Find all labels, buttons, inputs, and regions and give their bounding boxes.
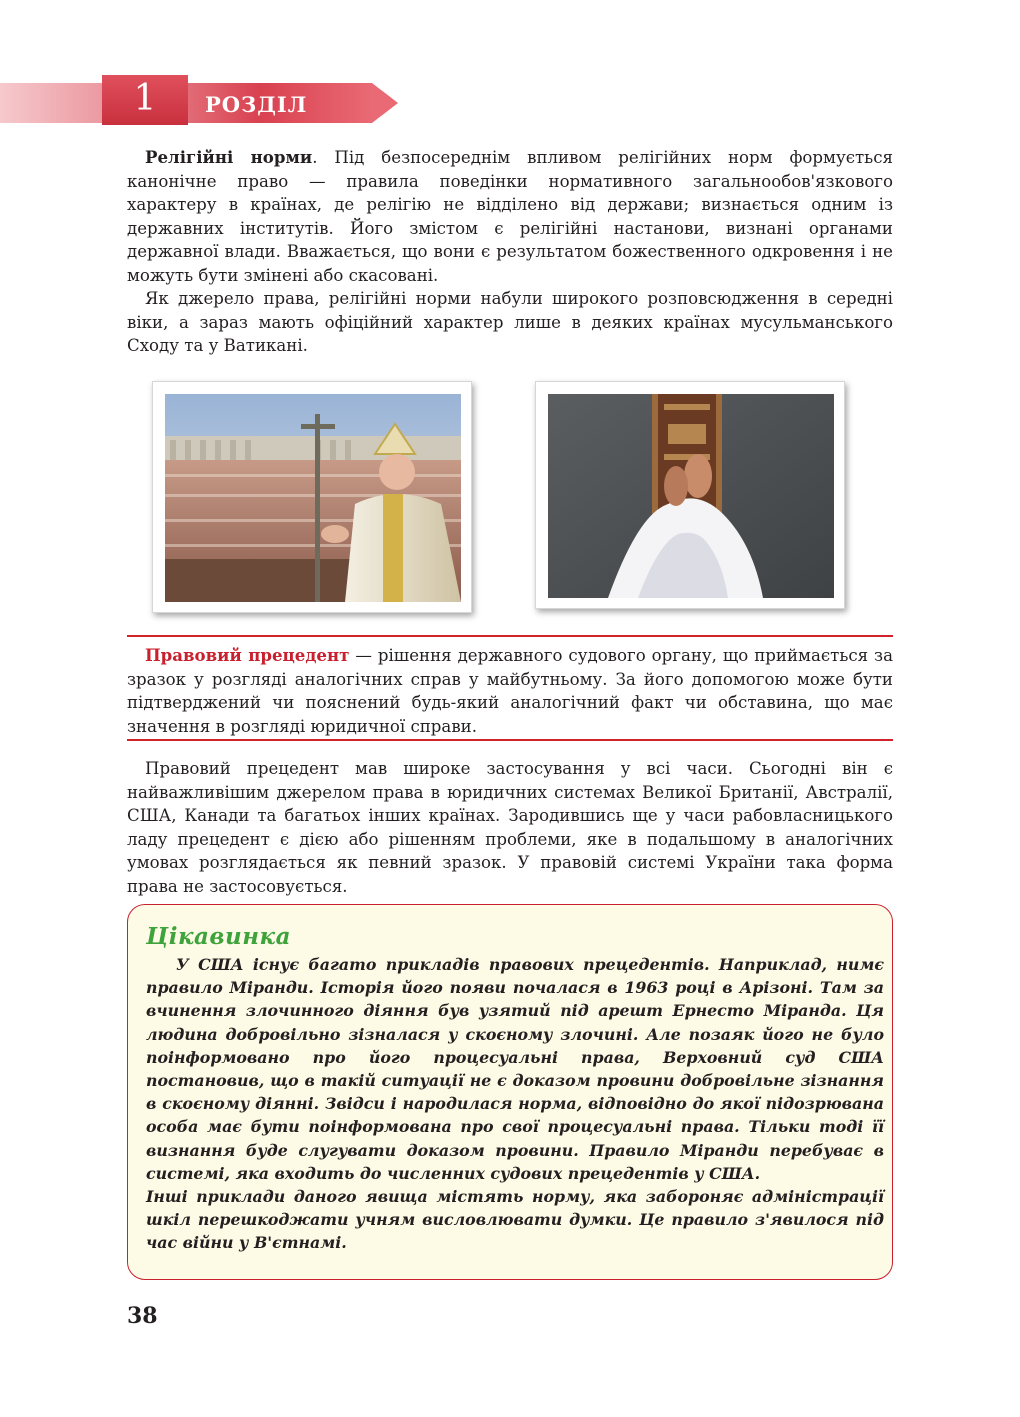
definition-bottom-rule [127,739,893,741]
pope-photo-image [165,394,461,602]
fact-paragraph-1: У США існує багато прикладів правових прецедентів. Наприклад, нимє правило Міранди. Історія його появи почалася в 1963 році в Арізоні. Там за вчинення злочинного діяння був узятий під арешт Ернесто Міранда. Ця людина добровільно зізналася у скоєному злочині. Але позаяк його не було поінформовано про його процесуальні права, Верховний суд США постановив, що в такій ситуації не є доказом провини добровільне зізнання в скоєному діянні. Звідси і народилася норма, відповідно до якої підозрювана особа має бути поінформована про свої процесуальні права. Тільки тоді її визнання буде слугувати доказом провини. Правило Міранди перебуває в системі, яка входить до численних судових прецедентів у США. [146,955,884,1183]
fact-paragraph-2: Інші приклади даного явища містять норму, яка забороняє адміністрації шкіл перешкоджати учням висловлювати думки. Це правило з'явилося під час війни у В'єтнамі. [146,1187,884,1253]
fact-text [146,953,884,1255]
ribbon-arrow [372,83,398,123]
page-number: 38 [127,1303,158,1329]
definition-top-rule [127,635,893,637]
religious-norms-paragraph [127,146,893,287]
definition-paragraph [127,644,893,738]
religious-norms-section [127,146,893,358]
religious-norms-term: Релігійні норми [145,147,313,167]
definition-term: Правовий прецедент [145,645,350,665]
precedent-definition [127,644,893,738]
chapter-number: 1 [133,78,157,119]
religious-norms-text: . Під безпосереднім впливом релігійних норм формується канонічне право — правила поведінки нормативного загальнообов'язкового характеру в країнах, де релігію не відділено від держави; визнається одним із державних інститутів. Його змістом є релігійні настанови, визнані органами державної влади. Вважається, що вони є результатом божественного одкровення і не можуть бути змінені або скасовані. [127,148,893,285]
precedent-section [127,757,893,898]
precedent-paragraph: Правовий прецедент мав широке застосування у всі часи. Сьогодні він є найважливішим джерелом права в юридичних системах Великої Британії, Австралії, США, Канади та багатьох інших країнах. Зародившись ще у часи рабовласницького ладу прецедент є дією або рішенням проблеми, яке в подальшому в аналогічних умовах розглядається як певний зразок. У правовій системі України така форма права не застосовується. [127,759,893,896]
interesting-fact-box [127,904,893,1280]
muslim-prayer-on-rug-photo [535,381,845,609]
prayer-photo-image [548,394,834,598]
definition-text: — рішення державного судового органу, що приймається за зразок у розгляді аналогічних справ у майбутньому. За його допомогою може бути підтверджений чи пояснений будь-який аналогічний факт чи обставина, що має значення в розгляді юридичної справи. [127,646,893,736]
chapter-label: РОЗДІЛ [205,92,308,117]
chapter-ribbon [0,75,400,127]
religious-norms-paragraph-2: Як джерело права, релігійні норми набули широкого розповсюдження в середні віки, а зараз мають офіційний характер лише в деяких країнах мусульманського Сходу та у Ватикані. [127,289,893,355]
pope-at-st-peters-square-photo [152,381,472,613]
fact-title: Цікавинка [146,923,291,950]
